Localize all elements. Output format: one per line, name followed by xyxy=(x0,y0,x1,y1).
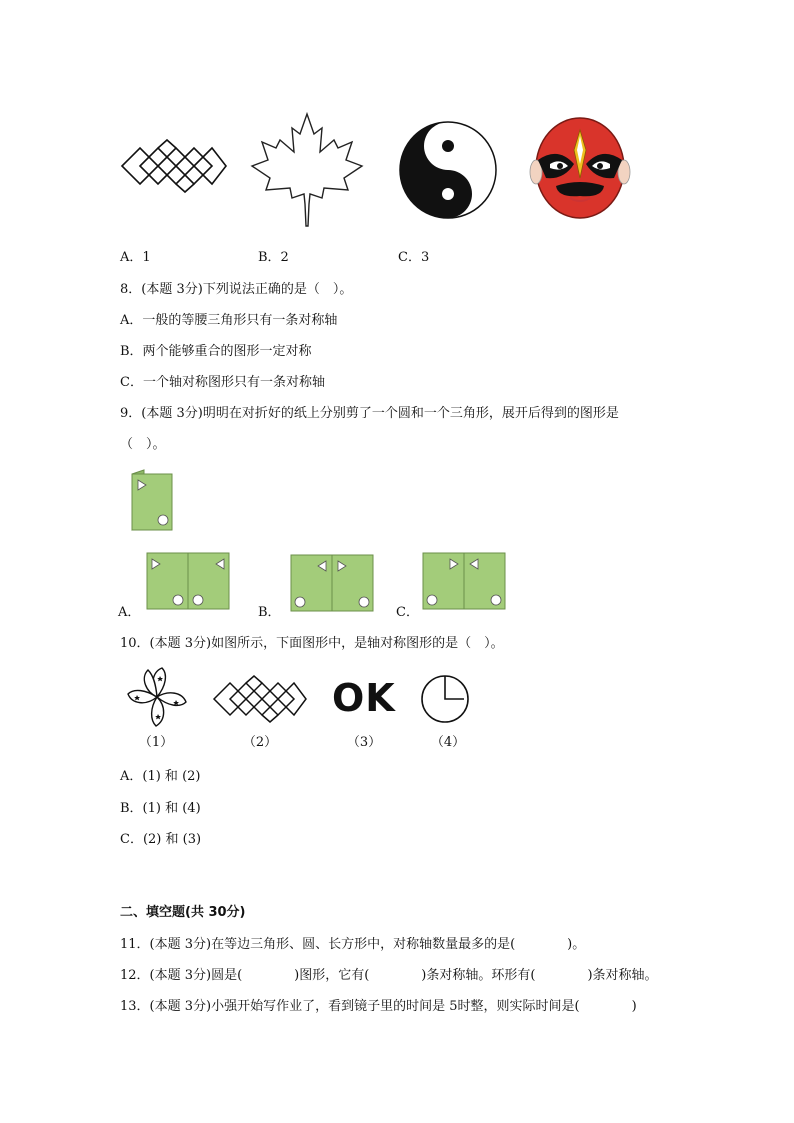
q9-option-a-figure[interactable] xyxy=(146,552,230,610)
q9-option-c-figure[interactable] xyxy=(422,552,506,610)
q9-option-b-label[interactable]: B． xyxy=(258,605,281,620)
section2-title: 二、填空题(共 30分) xyxy=(120,905,246,920)
q7-option-c[interactable]: C．3 xyxy=(398,250,430,265)
q11-text: 11．(本题 3分)在等边三角形、圆、长方形中，对称轴数量最多的是( )。 xyxy=(120,937,586,952)
q10-stem: 10．(本题 3分)如图所示，下面图形中，是轴对称图形的是（ ）。 xyxy=(120,636,504,651)
q10-option-a[interactable]: A．(1) 和 (2) xyxy=(120,769,201,784)
chinese-knot-figure-2 xyxy=(210,674,310,724)
q10-option-b[interactable]: B．(1) 和 (4) xyxy=(120,801,201,816)
q9-stem-line1: 9．(本题 3分)明明在对折好的纸上分别剪了一个圆和一个三角形，展开后得到的图形是 xyxy=(120,406,619,421)
q10-caption-3: （3） xyxy=(346,735,382,750)
maple-leaf-figure xyxy=(248,112,366,228)
q8-option-a[interactable]: A．一般的等腰三角形只有一条对称轴 xyxy=(120,313,338,328)
ok-text-figure: OK xyxy=(332,676,396,720)
circle-with-hook-figure xyxy=(420,674,470,724)
opera-mask-figure xyxy=(528,116,632,222)
folded-paper-figure xyxy=(128,468,176,532)
q9-option-b-figure[interactable] xyxy=(290,554,374,612)
q9-stem-line2: （ ）。 xyxy=(120,437,166,452)
chinese-knot-figure xyxy=(118,138,230,194)
yin-yang-figure xyxy=(398,120,498,220)
q10-caption-1: （1） xyxy=(138,735,174,750)
bauhinia-flower-figure xyxy=(124,666,190,728)
q8-option-b[interactable]: B．两个能够重合的图形一定对称 xyxy=(120,344,312,359)
q9-option-c-label[interactable]: C． xyxy=(396,605,419,620)
q10-caption-2: （2） xyxy=(242,735,278,750)
q8-stem: 8．(本题 3分)下列说法正确的是（ ）。 xyxy=(120,282,353,297)
q7-option-a[interactable]: A．1 xyxy=(120,250,151,265)
q10-option-c[interactable]: C．(2) 和 (3) xyxy=(120,832,202,847)
q10-caption-4: （4） xyxy=(430,735,466,750)
q8-option-c[interactable]: C．一个轴对称图形只有一条对称轴 xyxy=(120,375,325,390)
q12-text: 12．(本题 3分)圆是( )图形，它有( )条对称轴。环形有( )条对称轴。 xyxy=(120,968,658,983)
q9-option-a-label[interactable]: A． xyxy=(118,605,141,620)
q13-text: 13．(本题 3分)小强开始写作业了，看到镜子里的时间是 5时整，则实际时间是( ) xyxy=(120,999,637,1014)
q7-option-b[interactable]: B．2 xyxy=(258,250,289,265)
